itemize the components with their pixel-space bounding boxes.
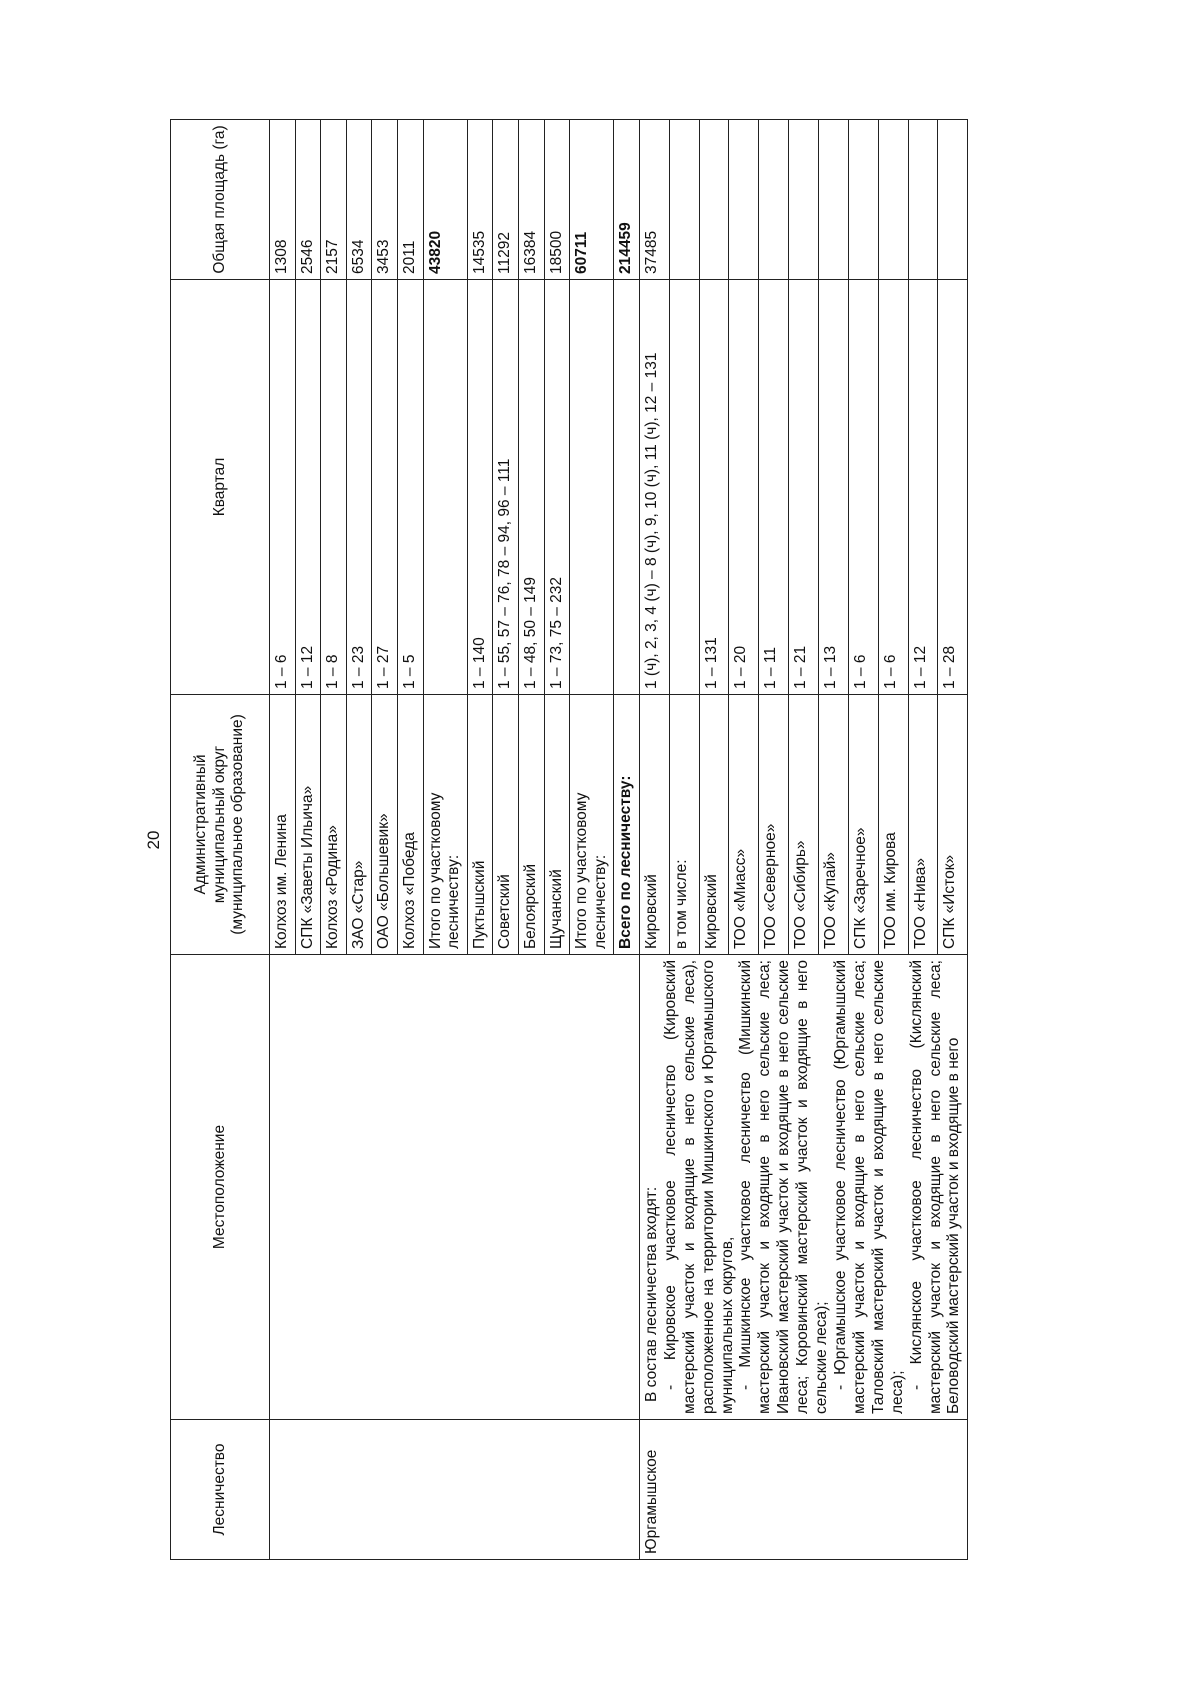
admin-cell: Итого по участковому лесничеству:	[423, 695, 467, 955]
location-cell	[270, 955, 640, 1420]
quarter-cell: 1 – 20	[729, 280, 759, 695]
quarter-cell: 1 – 5	[397, 280, 423, 695]
location-description	[639, 955, 967, 1420]
admin-cell: ОАО «Большевик»	[372, 695, 398, 955]
admin-cell: ТОО «Купай»	[818, 695, 848, 955]
admin-cell: Колхоз им. Ленина	[270, 695, 296, 955]
area-cell: 60711	[570, 120, 614, 280]
table-row	[270, 120, 296, 1560]
admin-cell: Белоярский	[518, 695, 544, 955]
rotated-page	[144, 120, 1110, 1560]
quarter-cell: 1 – 6	[848, 280, 878, 695]
area-cell: 37485	[639, 120, 669, 280]
admin-cell: Итого по участковому лесничеству:	[570, 695, 614, 955]
area-cell	[938, 120, 968, 280]
table-row	[639, 120, 669, 1560]
area-cell: 14535	[467, 120, 493, 280]
quarter-cell: 1 (ч), 2, 3, 4 (ч) – 8 (ч), 9, 10 (ч), 11 (ч), 12 – 131	[639, 280, 669, 695]
area-cell: 214459	[614, 120, 640, 280]
quarter-cell: 1 – 48, 50 – 149	[518, 280, 544, 695]
quarter-cell: 1 – 6	[878, 280, 908, 695]
quarter-cell: 1 – 73, 75 – 232	[544, 280, 570, 695]
quarter-cell: 1 – 28	[938, 280, 968, 695]
admin-cell: Кировский	[699, 695, 729, 955]
header-forestry: Лесничество	[171, 1420, 270, 1560]
area-cell	[908, 120, 938, 280]
area-cell	[878, 120, 908, 280]
area-cell	[729, 120, 759, 280]
area-cell: 2157	[321, 120, 347, 280]
location-line: - Мишкинское участковое лесничество (Мишкинский мастерский участок и входящие в него сельские леса; Ивановский мастерский участок и входящие в него сельские леса; Коровинский мастерский участок и входящие в него сельские леса);	[737, 960, 831, 1414]
quarter-cell: 1 – 12	[908, 280, 938, 695]
admin-cell: в том числе:	[669, 695, 699, 955]
area-cell	[699, 120, 729, 280]
quarter-cell: 1 – 11	[759, 280, 789, 695]
admin-cell: ТОО «Сибирь»	[789, 695, 819, 955]
admin-cell: Щучанский	[544, 695, 570, 955]
area-cell: 2546	[295, 120, 321, 280]
quarter-cell: 1 – 131	[699, 280, 729, 695]
admin-cell: СПК «Исток»	[938, 695, 968, 955]
header-area: Общая площадь (га)	[171, 120, 270, 280]
area-cell	[789, 120, 819, 280]
admin-cell: Пуктышский	[467, 695, 493, 955]
area-cell: 1308	[270, 120, 296, 280]
area-cell: 16384	[518, 120, 544, 280]
header-admin: Административный муниципальный округ (муниципальное образование)	[171, 695, 270, 955]
forestry-table	[170, 119, 968, 1560]
header-quarter: Квартал	[171, 280, 270, 695]
area-cell: 18500	[544, 120, 570, 280]
admin-cell: ТОО «Северное»	[759, 695, 789, 955]
quarter-cell: 1 – 55, 57 – 76, 78 – 94, 96 – 111	[493, 280, 519, 695]
quarter-cell: 1 – 8	[321, 280, 347, 695]
quarter-cell: 1 – 140	[467, 280, 493, 695]
area-cell: 6534	[346, 120, 372, 280]
header-location: Местоположение	[171, 955, 270, 1420]
area-cell: 43820	[423, 120, 467, 280]
area-cell: 2011	[397, 120, 423, 280]
quarter-cell: 1 – 12	[295, 280, 321, 695]
quarter-cell: 1 – 23	[346, 280, 372, 695]
admin-cell: Колхоз «Победа	[397, 695, 423, 955]
quarter-cell: 1 – 13	[818, 280, 848, 695]
admin-cell: ЗАО «Стар»	[346, 695, 372, 955]
area-cell	[669, 120, 699, 280]
admin-cell: Кировский	[639, 695, 669, 955]
header-row	[171, 120, 270, 1560]
quarter-cell: 1 – 27	[372, 280, 398, 695]
admin-cell: ТОО «Нива»	[908, 695, 938, 955]
admin-cell: СПК «Заветы Ильича»	[295, 695, 321, 955]
location-line: В состав лесничества входят:	[642, 1186, 660, 1402]
quarter-cell: 1 – 21	[789, 280, 819, 695]
admin-cell: ТОО им. Кирова	[878, 695, 908, 955]
area-cell: 11292	[493, 120, 519, 280]
area-cell: 3453	[372, 120, 398, 280]
location-line: - Юргамышское участковое лесничество (Юргамышский мастерский участок и входящие в него сельские леса; Таловский мастерский участок и входящие в него сельские леса);	[831, 960, 906, 1414]
quarter-cell: 1 – 6	[270, 280, 296, 695]
page-number: 20	[144, 830, 163, 850]
quarter-cell	[570, 280, 614, 695]
quarter-cell	[614, 280, 640, 695]
area-cell	[848, 120, 878, 280]
admin-cell: ТОО «Миасс»	[729, 695, 759, 955]
forestry-cell	[270, 1420, 640, 1560]
quarter-cell	[669, 280, 699, 695]
area-cell	[759, 120, 789, 280]
location-line: - Кировское участковое лесничество (Кировский мастерский участок и входящие в него сельские леса), расположенное на территории Мишкинского и Юргамышского муниципальных округов,	[661, 960, 736, 1414]
location-line: - Кислянское участковое лесничество (Кислянский мастерский участок и входящие в него сельские леса; Беловодский мастерский участок и входящие в него	[907, 960, 963, 1414]
admin-cell: СПК «Заречное»	[848, 695, 878, 955]
admin-cell: Колхоз «Родина»	[321, 695, 347, 955]
area-cell	[818, 120, 848, 280]
quarter-cell	[423, 280, 467, 695]
forestry-name: Юргамышское	[639, 1420, 967, 1560]
admin-cell: Советский	[493, 695, 519, 955]
admin-cell: Всего по лесничеству:	[614, 695, 640, 955]
